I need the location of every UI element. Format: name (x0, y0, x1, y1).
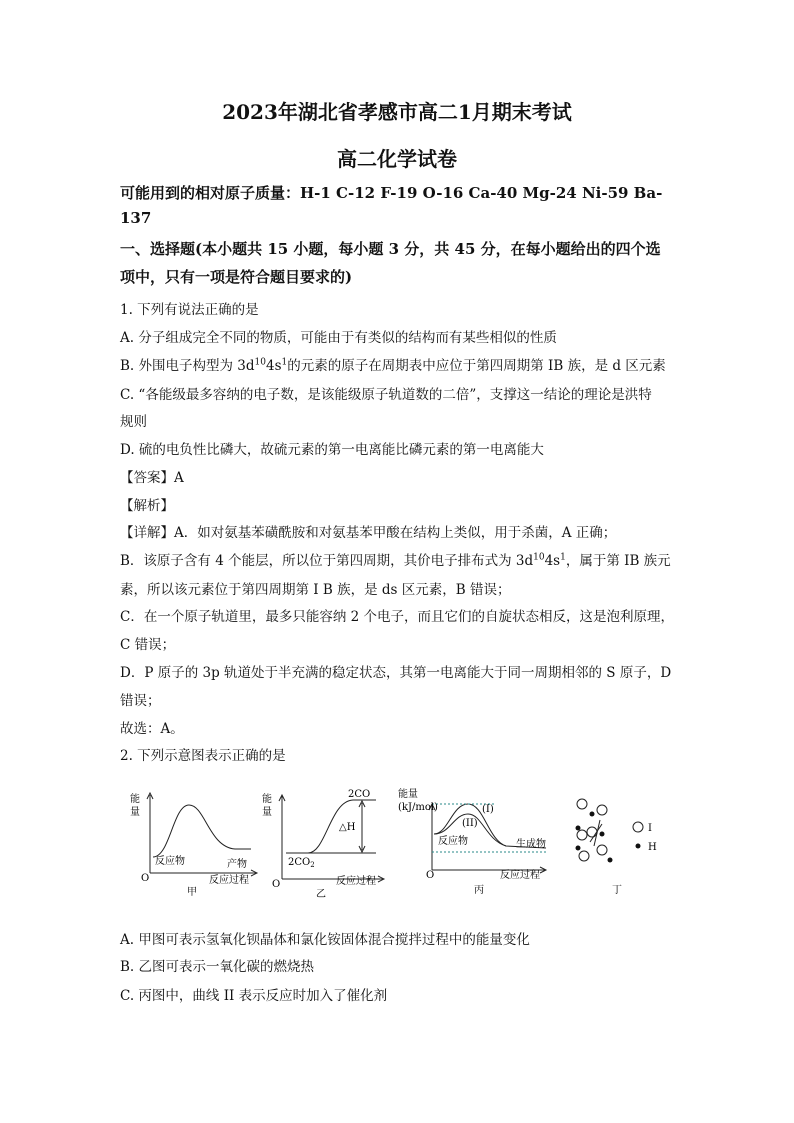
q2-option-a: A. 甲图可表示氢氧化钡晶体和氯化铵固体混合搅拌过程中的能量变化 (120, 932, 530, 948)
fig-jia-product: 产物 (227, 859, 247, 870)
fig-yi-caption: 乙 (316, 889, 326, 900)
fig-jia-curve (153, 805, 251, 857)
fig-yi-dh-label: △H (339, 822, 356, 833)
fig-jia-xlabel: 反应过程 (209, 875, 249, 886)
fig-yi-top-label: 2CO (348, 789, 371, 800)
q1-detail-2-sup2: 1 (560, 552, 566, 563)
q1-answer: 【答案】A (120, 470, 184, 486)
q1-option-b-post: 的元素的原子在周期表中应位于第四周期第 IB 族，是 d 区元素 (287, 358, 666, 374)
iodine-atom-icon (579, 851, 589, 861)
q1-stem: 1. 下列有说法正确的是 (120, 302, 259, 318)
fig-bing-product: 生成物 (516, 839, 546, 850)
fig-jia-reactant: 反应物 (155, 856, 185, 867)
hydrogen-atom-icon (590, 812, 595, 817)
q1-detail-2-post: ，属于第 IB 族元 (565, 553, 671, 569)
fig-yi-xlabel: 反应过程 (336, 876, 376, 887)
q1-detail-2-pre: B．该原子含有 4 个能层，所以位于第四周期，其价电子排布式为 3d (120, 553, 534, 569)
figure-jia (125, 785, 265, 900)
fig-yi-origin: O (272, 879, 281, 890)
section-heading-line2: 项中，只有一项是符合题目要求的) (120, 268, 353, 286)
fig-jia-origin: O (141, 873, 150, 884)
fig-yi-bottom-sub: 2 (310, 861, 315, 869)
fig-bing-reactant: 反应物 (438, 836, 468, 847)
q1-option-c-line2: 规则 (120, 414, 147, 430)
exam-subtitle: 高二化学试卷 (337, 147, 457, 171)
q1-option-b (120, 354, 666, 374)
iodine-atom-icon (587, 827, 597, 837)
q2-stem: 2. 下列示意图表示正确的是 (120, 748, 286, 764)
figure-yi (258, 785, 398, 900)
q1-detail-3: 素，所以该元素位于第四周期第 I B 族，是 ds 区元素，B 错误； (120, 582, 511, 598)
iodine-atom-icon (577, 799, 587, 809)
q1-detail-6: D．P 原子的 3p 轨道处于半充满的稳定状态，其第一电离能大于同一周期相邻的 S 原子，D (120, 665, 672, 681)
q1-detail-1: 【详解】A．如对氨基苯磺酰胺和对氨基苯甲酸在结构上类似，用于杀菌，A 正确； (120, 525, 617, 541)
hydrogen-atom-icon (576, 826, 581, 831)
fig-yi-bottom-pre: 2CO (288, 857, 311, 868)
q1-option-d: D. 硫的电负性比磷大，故硫元素的第一电离能比磷元素的第一电离能大 (120, 442, 544, 458)
figure-ding (568, 790, 668, 898)
fig-ding-legend-i: I (648, 823, 652, 834)
q1-conclusion: 故选：A。 (120, 721, 184, 737)
figure-bing (396, 782, 558, 897)
atomic-mass-line2: 137 (120, 209, 152, 227)
q2-option-c: C. 丙图中，曲线 II 表示反应时加入了催化剂 (120, 988, 388, 1004)
fig-ding-caption: 丁 (612, 885, 622, 896)
fig-bing-curve-1-label: (I) (482, 804, 494, 815)
iodine-atom-icon (597, 845, 607, 855)
q1-detail-5: C 错误； (120, 637, 176, 653)
q1-detail-2-sup1: 10 (533, 552, 545, 563)
q1-option-b-sup2: 1 (281, 357, 288, 368)
q1-option-b-mid: 4s (265, 358, 282, 374)
atomic-mass-line1: 可能用到的相对原子质量：H-1 C-12 F-19 O-16 Ca-40 Mg-24 Ni-59 Ba- (120, 184, 663, 202)
hydrogen-atom-icon (576, 846, 581, 851)
legend-iodine-icon (633, 822, 643, 832)
fig-jia-caption: 甲 (187, 887, 197, 898)
q1-analysis-label: 【解析】 (120, 498, 174, 514)
q1-option-b-pre: B. 外围电子构型为 3d (120, 358, 255, 374)
hydrogen-atom-icon (608, 858, 613, 863)
fig-ding-legend-h: H (648, 842, 657, 853)
fig-bing-curve-2-label: (II) (462, 818, 478, 829)
fig-bing-ylabel2: (kJ/mol) (398, 802, 438, 813)
hydrogen-atom-icon (600, 832, 605, 837)
fig-yi-bottom-label (288, 857, 315, 869)
q1-detail-4: C．在一个原子轨道里，最多只能容纳 2 个电子，而且它们的自旋状态相反，这是泡利原理， (120, 609, 674, 625)
q1-option-a: A. 分子组成完全不同的物质，可能由于有类似的结构而有某些相似的性质 (120, 330, 557, 346)
q1-detail-2-mid: 4s (544, 553, 561, 569)
fig-jia-ylabel1: 能 (130, 794, 140, 805)
q1-detail-7: 错误； (120, 693, 161, 709)
fig-bing-xlabel: 反应过程 (500, 870, 540, 881)
fig-jia-ylabel2: 量 (130, 807, 140, 818)
iodine-atom-icon (577, 830, 587, 840)
fig-yi-ylabel1: 能 (262, 794, 272, 805)
fig-bing-caption: 丙 (474, 885, 484, 896)
q2-option-b: B. 乙图可表示一氧化碳的燃烧热 (120, 959, 315, 975)
fig-bing-ylabel1: 能量 (398, 789, 418, 800)
fig-yi-ylabel2: 量 (262, 807, 272, 818)
fig-bing-origin: O (426, 870, 435, 881)
section-heading-line1: 一、选择题(本小题共 15 小题，每小题 3 分，共 45 分，在每小题给出的四个选 (120, 240, 661, 258)
exam-title: 2023年湖北省孝感市高二1月期末考试 (222, 100, 572, 124)
iodine-atom-icon (597, 805, 607, 815)
q1-detail-2 (120, 549, 671, 569)
legend-hydrogen-icon (636, 844, 641, 849)
q1-option-c-line1: C. “各能级最多容纳的电子数，是该能级原子轨道数的二倍”，支撑这一结论的理论是洪特 (120, 387, 652, 403)
q1-option-b-sup1: 10 (254, 357, 266, 368)
